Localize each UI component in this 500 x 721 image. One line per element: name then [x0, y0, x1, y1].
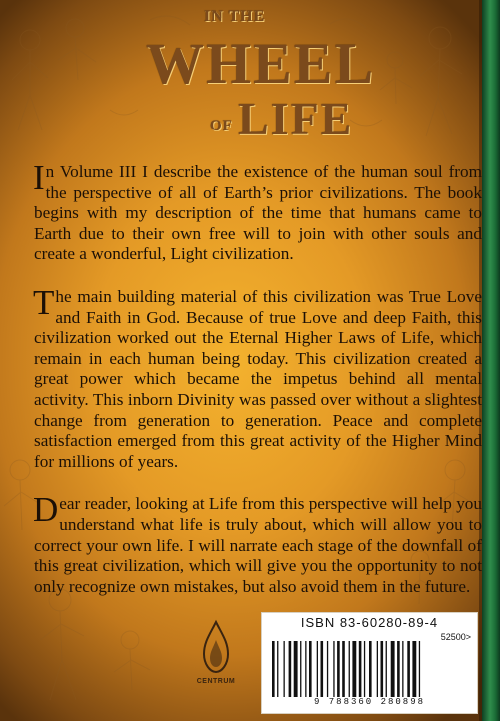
drop-cap: D — [33, 490, 59, 530]
title-line-life: LIFE — [238, 93, 354, 144]
paragraph-text: n Volume III I describe the existence of the human soul from the perspective of all of Earth’s prior civilizations. The book begins with my description of the time that humans came to Earth due to their own free will to join with other souls and create a wonderful, Light civilization. — [34, 162, 482, 264]
blurb-paragraph-2 — [33, 282, 482, 472]
publisher-name: CENTRUM — [196, 678, 236, 685]
title-line-wheel: WHEEL — [146, 31, 376, 96]
blurb-paragraph-3 — [33, 490, 482, 597]
flame-drop-icon — [196, 618, 236, 678]
barcode-bars — [272, 641, 468, 697]
paragraph-text: ear reader, looking at Life from this perspective will help you understand what life is truly about, which will allow you to correct your own life. I will narrate each stage of the downfall of this great civilization, which will give you the opportunity to not only recognize own mistakes, but also avoid them in the future. — [34, 494, 482, 596]
book-title — [0, 0, 482, 150]
isbn-barcode-label — [262, 613, 477, 713]
isbn-number: ISBN 83-60280-89-4 — [300, 615, 439, 630]
drop-cap: I — [33, 158, 45, 197]
green-spine-edge — [482, 0, 500, 721]
title-line-of: OF — [210, 118, 233, 134]
blurb-paragraph-1 — [33, 158, 482, 265]
title-line-in-the: IN THE — [204, 8, 266, 25]
price-code: 52500> — [440, 632, 471, 642]
drop-cap: T — [33, 282, 55, 322]
paragraph-text: he main building material of this civilization was True Love and Faith in God. Because of true Love and deep Faith, this civilization worked out the Eternal Higher Laws of Life, which remain in each human being today. This civilization created a great power which became the impetus behind all mental activity. This inborn Divinity was passed over without a slightest change from generation to generation. Peace and complete satisfaction emerged from this great activity of the Higher Mind for millions of years. — [34, 286, 482, 471]
publisher-logo — [196, 618, 236, 698]
barcode-digits: 9 788360 280898 — [313, 697, 425, 707]
blurb-text — [33, 158, 482, 597]
